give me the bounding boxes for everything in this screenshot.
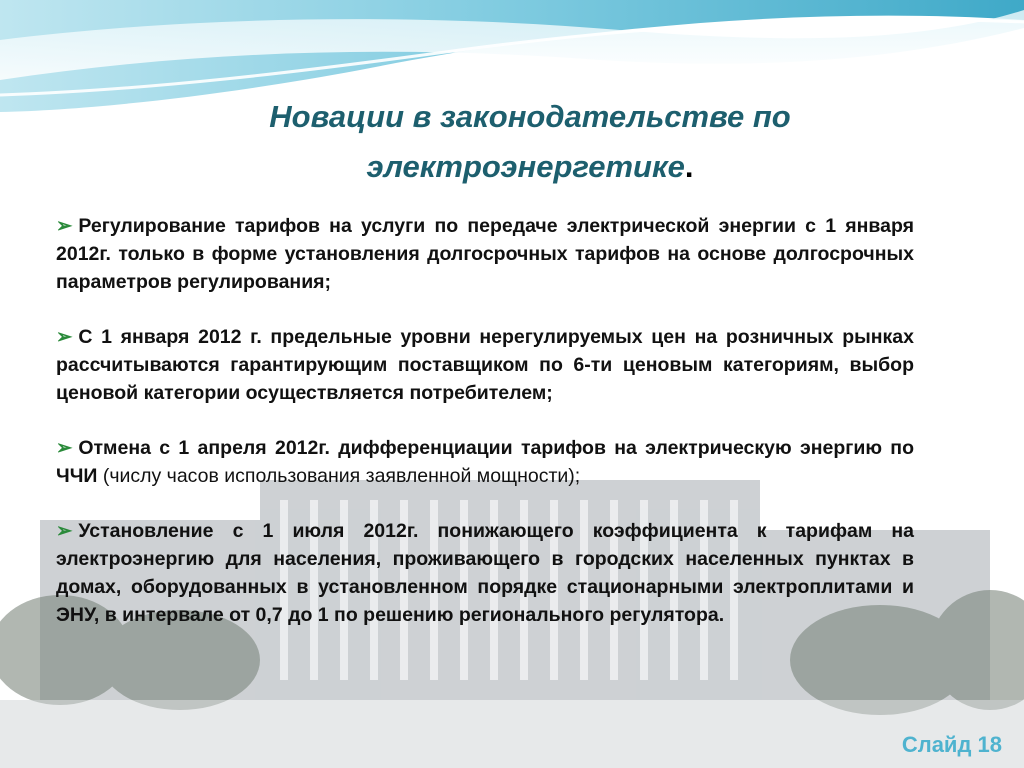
title-line-1: Новации в законодательстве по xyxy=(269,99,791,134)
bullet-item-1 xyxy=(56,212,914,296)
arrow-bullet-icon: ➢ xyxy=(56,326,73,348)
bullet-item-3 xyxy=(56,434,914,490)
bullet-item-4-bold-text: Установление с 1 июля 2012г. понижающего коэффициента к тарифам на электроэнергию для населения, проживающего в городских населенных пунктах в домах, оборудованных в установленном порядке стационарными электроплитами и ЭНУ, в интервале от 0,7 до 1 по решению регионального регулятора. xyxy=(56,520,914,626)
title-dot: . xyxy=(684,149,694,184)
bullet-item-3-bold-text: Отмена с 1 апреля 2012г. дифференциации тарифов на электрическую энергию по ЧЧИ xyxy=(56,437,914,487)
bullet-item-2-bold-text: С 1 января 2012 г. предельные уровни нерегулируемых цен на розничных рынках рассчитываются гарантирующим поставщиком по 6-ти ценовым категориям, выбор ценовой категории осуществляется потребителем; xyxy=(56,326,914,404)
bullet-item-1-bold-text: Регулирование тарифов на услуги по передаче электрической энергии с 1 января 2012г. только в форме установления долгосрочных тарифов на основе долгосрочных параметров регулирования; xyxy=(56,215,914,293)
bullet-list xyxy=(56,212,914,656)
bullet-item-4 xyxy=(56,517,914,629)
arrow-bullet-icon: ➢ xyxy=(56,520,73,542)
slide-number: Слайд 18 xyxy=(901,732,1002,757)
bullet-item-2 xyxy=(56,323,914,407)
arrow-bullet-icon: ➢ xyxy=(56,215,73,237)
bullet-item-3-normal-text: (числу часов использования заявленной мощности); xyxy=(97,465,581,487)
arrow-bullet-icon: ➢ xyxy=(56,437,73,459)
title-line-2: электроэнергетике xyxy=(366,149,685,184)
slide-title xyxy=(200,92,860,192)
